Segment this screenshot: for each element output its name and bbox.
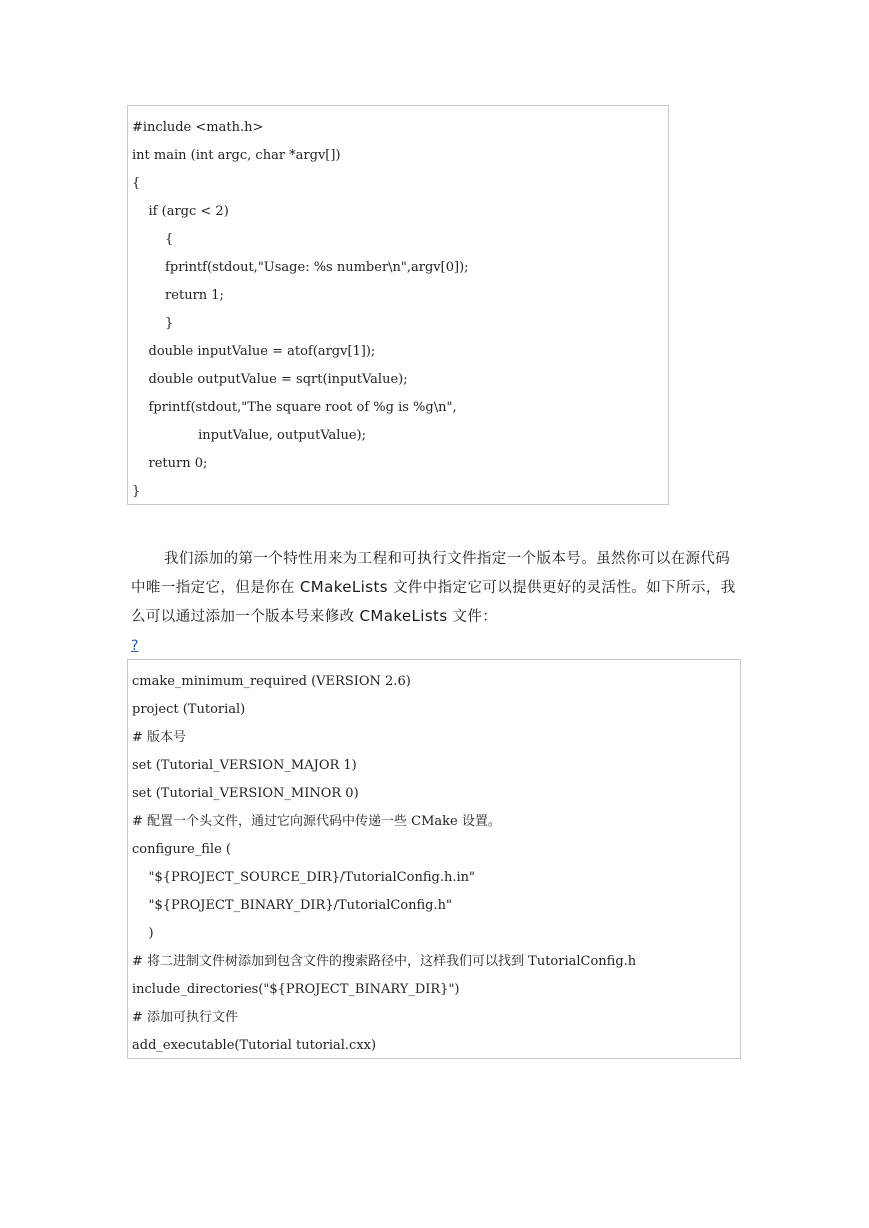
code-line: return 0; [132, 456, 208, 471]
code-line: inputValue, outputValue); [132, 428, 366, 443]
code-line: int main (int argc, char *argv[]) [132, 148, 341, 163]
code-line: set (Tutorial_VERSION_MINOR 0) [132, 786, 359, 801]
code-line: double outputValue = sqrt(inputValue); [132, 372, 408, 387]
code-line: #include <math.h> [132, 120, 264, 135]
code-block-cmakelists [127, 659, 741, 1059]
code-line: return 1; [132, 288, 224, 303]
code-line: cmake_minimum_required (VERSION 2.6) [132, 674, 411, 689]
paragraph-text: 文件： [447, 608, 498, 625]
code-line: # 配置一个头文件，通过它向源代码中传递一些 CMake 设置。 [132, 814, 501, 829]
code-line: fprintf(stdout,"Usage: %s number\n",argv[0]); [132, 260, 469, 275]
code-line: } [132, 316, 174, 331]
code-line: double inputValue = atof(argv[1]); [132, 344, 376, 359]
code-line: if (argc < 2) [132, 204, 229, 219]
code-line: configure_file ( [132, 842, 231, 857]
body-paragraph [131, 545, 741, 631]
code-line: # 将二进制文件树添加到包含文件的搜索路径中，这样我们可以找到 TutorialConfig.h [132, 954, 637, 969]
code-line: # 版本号 [132, 730, 187, 745]
code-line: { [132, 232, 174, 247]
cmakelists-term: CMakeLists [359, 606, 448, 625]
code-line: { [132, 176, 141, 191]
paragraph-text: 文件中指定它可以提供更好的灵活性。如下所示，我么可以通过添加一个版本号来修改 [131, 579, 736, 625]
code-block-tutorial-cxx [127, 105, 669, 505]
code-line: } [132, 484, 141, 499]
code-line: add_executable(Tutorial tutorial.cxx) [132, 1038, 377, 1053]
code-line: # 添加可执行文件 [132, 1010, 239, 1025]
code-line: project (Tutorial) [132, 702, 246, 717]
cmakelists-term: CMakeLists [299, 577, 388, 596]
code-help-link[interactable]: ? [131, 638, 139, 654]
code-line: "${PROJECT_SOURCE_DIR}/TutorialConfig.h.in" [132, 870, 475, 885]
code-line: fprintf(stdout,"The square root of %g is %g\n", [132, 400, 457, 415]
code-line: set (Tutorial_VERSION_MAJOR 1) [132, 758, 357, 773]
code-line: ) [132, 926, 154, 941]
code-line: "${PROJECT_BINARY_DIR}/TutorialConfig.h" [132, 898, 452, 913]
paragraph-text: 我们添加的第一个特性用来为工程和可执行文件指定一个版本号。虽然你可以在源代码中唯一指定它，但是你在 [131, 550, 731, 596]
code-line: include_directories("${PROJECT_BINARY_DIR}") [132, 982, 460, 997]
